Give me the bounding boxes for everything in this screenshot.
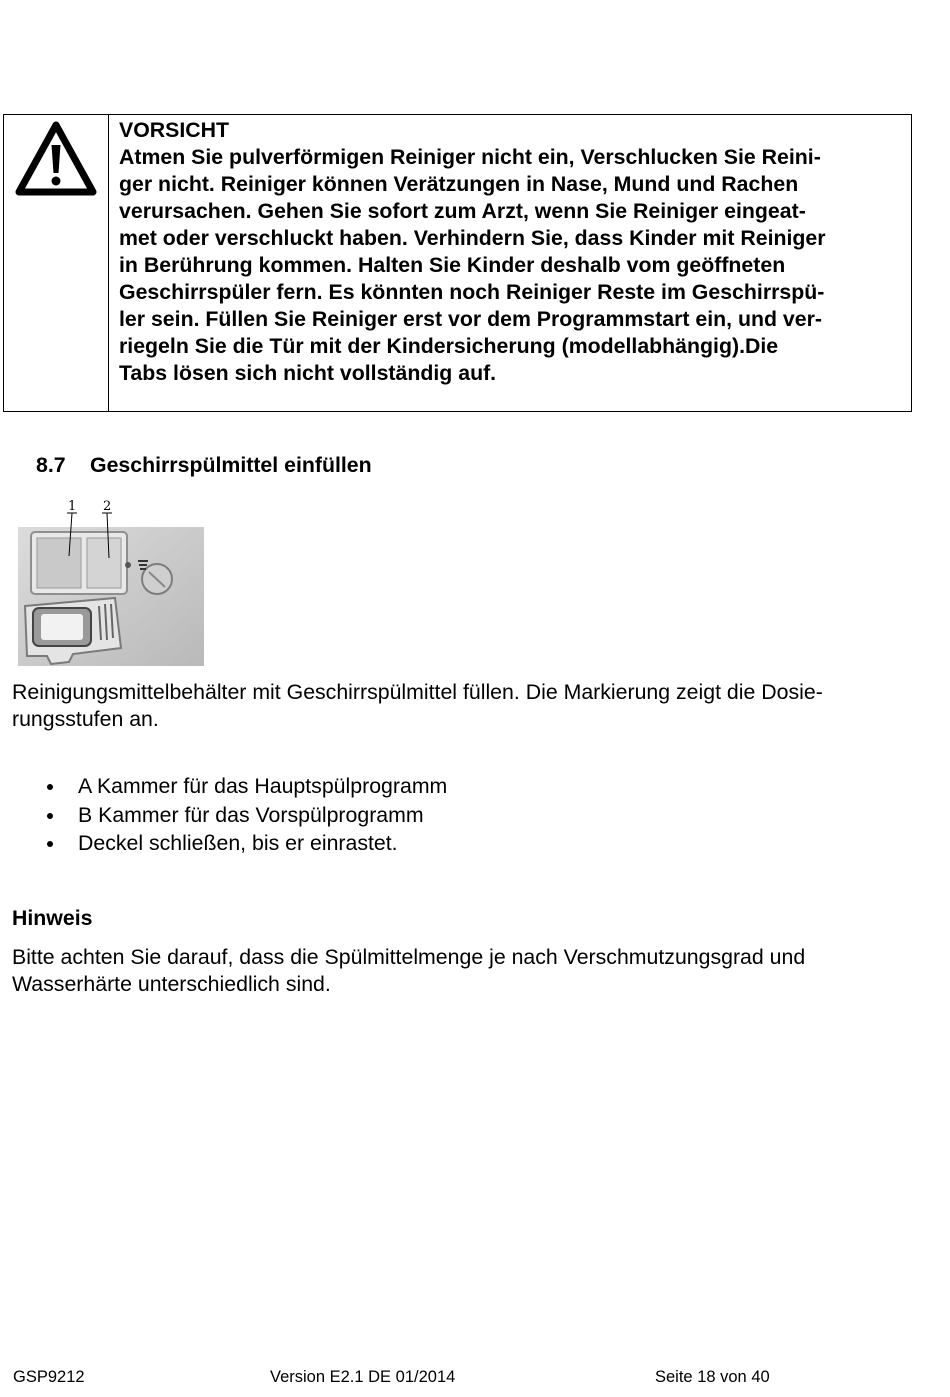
warning-icon-cell <box>4 115 109 411</box>
warning-line: ger nicht. Reiniger können Verätzungen in Nase, Mund und Rachen <box>119 172 799 196</box>
list-item <box>12 772 447 801</box>
footer-model: GSP9212 <box>13 1368 85 1386</box>
warning-box <box>3 114 912 412</box>
note-heading: Hinweis <box>12 906 93 930</box>
warning-line: in Berührung kommen. Halten Sie Kinder deshalb vom geöffneten <box>119 253 786 277</box>
warning-line: Atmen Sie pulverförmigen Reiniger nicht ein, Verschlucken Sie Reini- <box>119 145 821 169</box>
warning-line: Tabs lösen sich nicht vollständig auf. <box>119 361 497 385</box>
warning-title: VORSICHT <box>119 118 230 142</box>
note-paragraph <box>12 944 805 998</box>
warning-text <box>109 115 911 411</box>
list-item-text: B Kammer für das Vorspülprogramm <box>78 802 424 827</box>
intro-paragraph <box>12 679 823 733</box>
bullet-list <box>12 772 447 858</box>
callout-2: 2 <box>103 499 112 514</box>
warning-line: ler sein. Füllen Sie Reiniger erst vor dem Programmstart ein, und ver- <box>119 307 823 331</box>
section-title: Geschirrspülmittel einfüllen <box>90 453 372 477</box>
list-item-text: Deckel schließen, bis er einrastet. <box>78 831 398 855</box>
note-line: Bitte achten Sie darauf, dass die Spülmittelmenge je nach Verschmutzungsgrad und <box>12 945 806 969</box>
list-item-text: A Kammer für das Hauptspülprogramm <box>78 774 448 798</box>
dispenser-photo <box>17 498 205 668</box>
warning-triangle-icon <box>15 121 97 197</box>
section-number: 8.7 <box>36 453 66 477</box>
callout-1: 1 <box>68 499 77 514</box>
bullet-dot <box>47 784 53 790</box>
warning-line: verursachen. Gehen Sie sofort zum Arzt, wenn Sie Reiniger eingeat- <box>119 199 806 223</box>
intro-line: Reinigungsmittelbehälter mit Geschirrspülmittel füllen. Die Markierung zeigt die Dosie- <box>12 680 823 704</box>
warning-line: riegeln Sie die Tür mit der Kindersicherung (modellabhängig).Die <box>119 334 779 358</box>
note-line: Wasserhärte unterschiedlich sind. <box>12 972 331 996</box>
dispenser-illustration <box>17 498 205 668</box>
warning-line: Geschirrspüler fern. Es könnten noch Reiniger Reste im Geschirrspü- <box>119 280 825 304</box>
warning-line: met oder verschluckt haben. Verhindern Sie, dass Kinder mit Reiniger <box>119 226 826 250</box>
footer-page: Seite 18 von 40 <box>655 1368 770 1386</box>
bullet-dot <box>47 813 53 819</box>
bullet-dot <box>47 841 53 847</box>
footer-version: Version E2.1 DE 01/2014 <box>270 1368 456 1386</box>
intro-line: rungsstufen an. <box>12 707 159 731</box>
list-item <box>12 829 447 858</box>
section-heading <box>36 452 372 479</box>
list-item <box>12 801 447 830</box>
